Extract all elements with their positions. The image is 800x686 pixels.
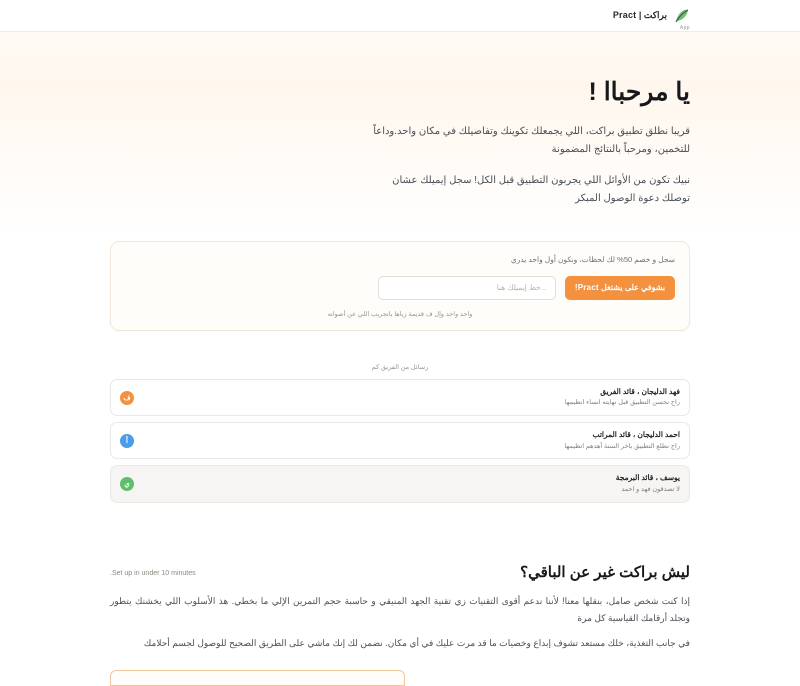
page-title: يا مرحباا ! — [588, 78, 690, 106]
testimonial-body — [142, 430, 680, 451]
why-paragraph-1: إذا كنت شخص صامل، بنقلها معنا! لأننا ندعم أقوى التقنيات زي تقنية الجهد المنيقي و حاسبة حجم التمرين الإلي ما بخطي. هذ الأسلوب اللي يخشنك يتطور وتجلد أرقامك القياسية كل مرة — [110, 595, 690, 624]
testimonial-name: فهد الدليجان ، قائد الفريق — [600, 386, 680, 396]
signup-title: سجل و خصم 50% لك لحظات، ونكون أول واحد يدري — [510, 254, 675, 264]
avatar: ي — [120, 477, 134, 491]
avatar: ف — [120, 391, 134, 405]
testimonial-text: راح نحسن التطبيق قبل نهايته انساء انظيمها — [564, 399, 680, 407]
testimonial-name: احمد الدليجان ، قائد المراتب — [592, 430, 680, 440]
testimonials-label: رسائل من الفريق كم — [371, 363, 429, 371]
testimonial-name: يوسف ، قائد البرمجة — [615, 473, 680, 483]
hero-paragraph-2: نبيك تكون من الأوائل اللي يجربون التطبيق قبل الكل! سجل إيميلك عشان توصلك دعوة الوصول المبكر — [392, 174, 690, 204]
avatar: أ — [120, 434, 134, 448]
testimonial-text: لا تصدقون فهد و احمد — [621, 485, 680, 493]
brand[interactable] — [612, 6, 692, 31]
notify-me-button[interactable]: بشوفي على يشتغل Pract! — [565, 276, 675, 300]
testimonial-text: راح نطلع التطبيق باخر السنة أهدهم انظيمها — [564, 442, 680, 450]
signup-card — [110, 241, 690, 331]
bracket-leaf-logo-icon — [672, 6, 692, 31]
hero-paragraph-1: قريبا نطلق تطبيق براكت، اللي يجمعلك تكوينك وتفاصيلك في مكان واحد.وداعاً للتخمين، ومرحباً بالنتائج المضمونة — [373, 125, 690, 155]
why-title: ليش براكت غير عن الباقي؟ — [520, 563, 690, 581]
hero-section — [0, 32, 800, 209]
brand-sub-label: App — [679, 24, 690, 31]
why-paragraph-2: في جانب التغذية، خلك مستعد تشوف إبداع وخصيات ما قد مرت عليك في أي مكان. نضمن لك إنك ماشي على الطريق الصحيح للوصول لجسم أحلامك — [143, 637, 690, 648]
list-item — [110, 379, 690, 416]
testimonial-body — [142, 473, 680, 494]
signup-form — [125, 276, 675, 300]
why-section — [110, 563, 690, 653]
bottom-cta-placeholder[interactable] — [110, 670, 405, 686]
email-field[interactable] — [378, 276, 556, 300]
site-header — [0, 0, 800, 32]
setup-note: Set up in under 10 minutes. — [110, 570, 196, 577]
brand-name: براكت | Pract — [612, 10, 667, 20]
list-item — [110, 465, 690, 502]
signup-note: واحد واحد وإل ف قديمة زياها باتجريب اللي عن أصواته — [327, 310, 473, 318]
testimonials-section — [110, 363, 690, 503]
testimonial-body — [142, 387, 680, 408]
list-item — [110, 422, 690, 459]
